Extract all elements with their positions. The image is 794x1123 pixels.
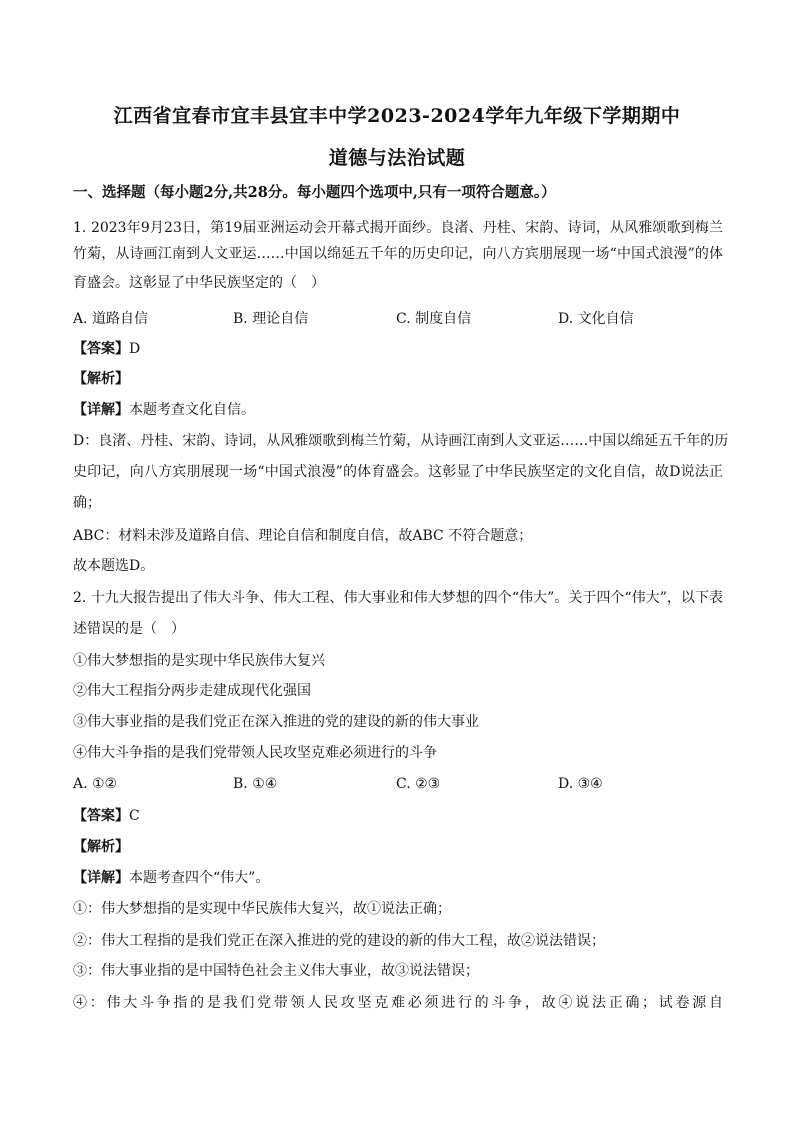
document-subtitle: 道德与法治试题 <box>328 147 466 169</box>
q2-explain-line: ①：伟大梦想指的是实现中华民族伟大复兴，故①说法正确； <box>73 901 451 917</box>
q1-option-a: A. 道路自信 <box>73 311 149 327</box>
q1-stem-line: 育盛会。这彰显了中华民族坚定的（ ） <box>73 275 325 291</box>
document-title: 江西省宜春市宜丰县宜丰中学2023-2024学年九年级下学期期中 <box>113 105 681 127</box>
q1-stem-line: 1. 2023年9月23日，第19届亚洲运动会开幕式揭开面纱。良渚、丹桂、宋韵、诗词，从风雅颂歌到梅兰 <box>73 220 723 236</box>
q1-option-d: D. 文化自信 <box>558 311 634 327</box>
q2-answer <box>73 807 723 825</box>
detail-text: 本题考查文化自信。 <box>129 402 255 418</box>
q2-option-d: D. ③④ <box>558 776 603 792</box>
q2-option-a: A. ①② <box>73 776 118 792</box>
detail-tag: 【详解】 <box>73 402 129 418</box>
q2-explain-line: ④：伟大斗争指的是我们党带领人民攻坚克难必须进行的斗争，故④说法正确；试卷源自 <box>73 995 723 1011</box>
q1-stem-line: 竹菊，从诗画江南到人文亚运……中国以绵延五千年的历史印记，向八方宾朋展现一场“中国式浪漫”的体 <box>73 246 723 262</box>
q2-analysis-tag: 【解析】 <box>73 839 129 855</box>
q2-stem-line: 2. 十九大报告提出了伟大斗争、伟大工程、伟大事业和伟大梦想的四个“伟大”。关于四个“伟大”，以下表 <box>73 590 723 606</box>
answer-tag: 【答案】 <box>73 341 129 357</box>
q1-explain-line: 史印记，向八方宾朋展现一场“中国式浪漫”的体育盛会。这彰显了中华民族坚定的文化自信，故D说法正 <box>73 464 723 480</box>
q2-option-b: B. ①④ <box>233 776 278 792</box>
q2-statement: ②伟大工程指分两步走建成现代化强国 <box>73 683 311 699</box>
q2-explain-line: ②：伟大工程指的是我们党正在深入推进的党的建设的新的伟大工程，故②说法错误； <box>73 933 605 949</box>
detail-tag: 【详解】 <box>73 870 129 886</box>
q1-option-b: B. 理论自信 <box>233 311 309 327</box>
q1-explain-line: 故本题选D。 <box>73 558 155 574</box>
q1-explain-line: ABC：材料未涉及道路自信、理论自信和制度自信，故ABC 不符合题意； <box>73 528 533 544</box>
q1-explain-line: 确； <box>73 495 101 511</box>
detail-text: 本题考查四个“伟大”。 <box>129 870 270 886</box>
q1-analysis-tag: 【解析】 <box>73 371 129 387</box>
q2-detail <box>73 869 723 887</box>
q2-option-c: C. ②③ <box>396 776 441 792</box>
q1-detail <box>73 401 723 419</box>
q2-statement: ④伟大斗争指的是我们党带领人民攻坚克难必须进行的斗争 <box>73 745 437 761</box>
q1-option-c: C. 制度自信 <box>396 311 472 327</box>
q1-answer <box>73 340 723 358</box>
answer-tag: 【答案】 <box>73 808 129 824</box>
q2-stem-line: 述错误的是（ ） <box>73 621 185 637</box>
q2-statement: ①伟大梦想指的是实现中华民族伟大复兴 <box>73 653 325 669</box>
q1-explain-line: D：良渚、丹桂、宋韵、诗词，从风雅颂歌到梅兰竹菊，从诗画江南到人文亚运……中国以绵延五千年的历 <box>73 433 729 449</box>
q2-explain-line: ③：伟大事业指的是中国特色社会主义伟大事业，故③说法错误； <box>73 963 479 979</box>
answer-value: C <box>129 808 140 824</box>
q2-statement: ③伟大事业指的是我们党正在深入推进的党的建设的新的伟大事业 <box>73 714 479 730</box>
section-heading: 一、选择题（每小题2分,共28分。每小题四个选项中,只有一项符合题意。） <box>73 184 556 201</box>
answer-value: D <box>129 341 141 357</box>
